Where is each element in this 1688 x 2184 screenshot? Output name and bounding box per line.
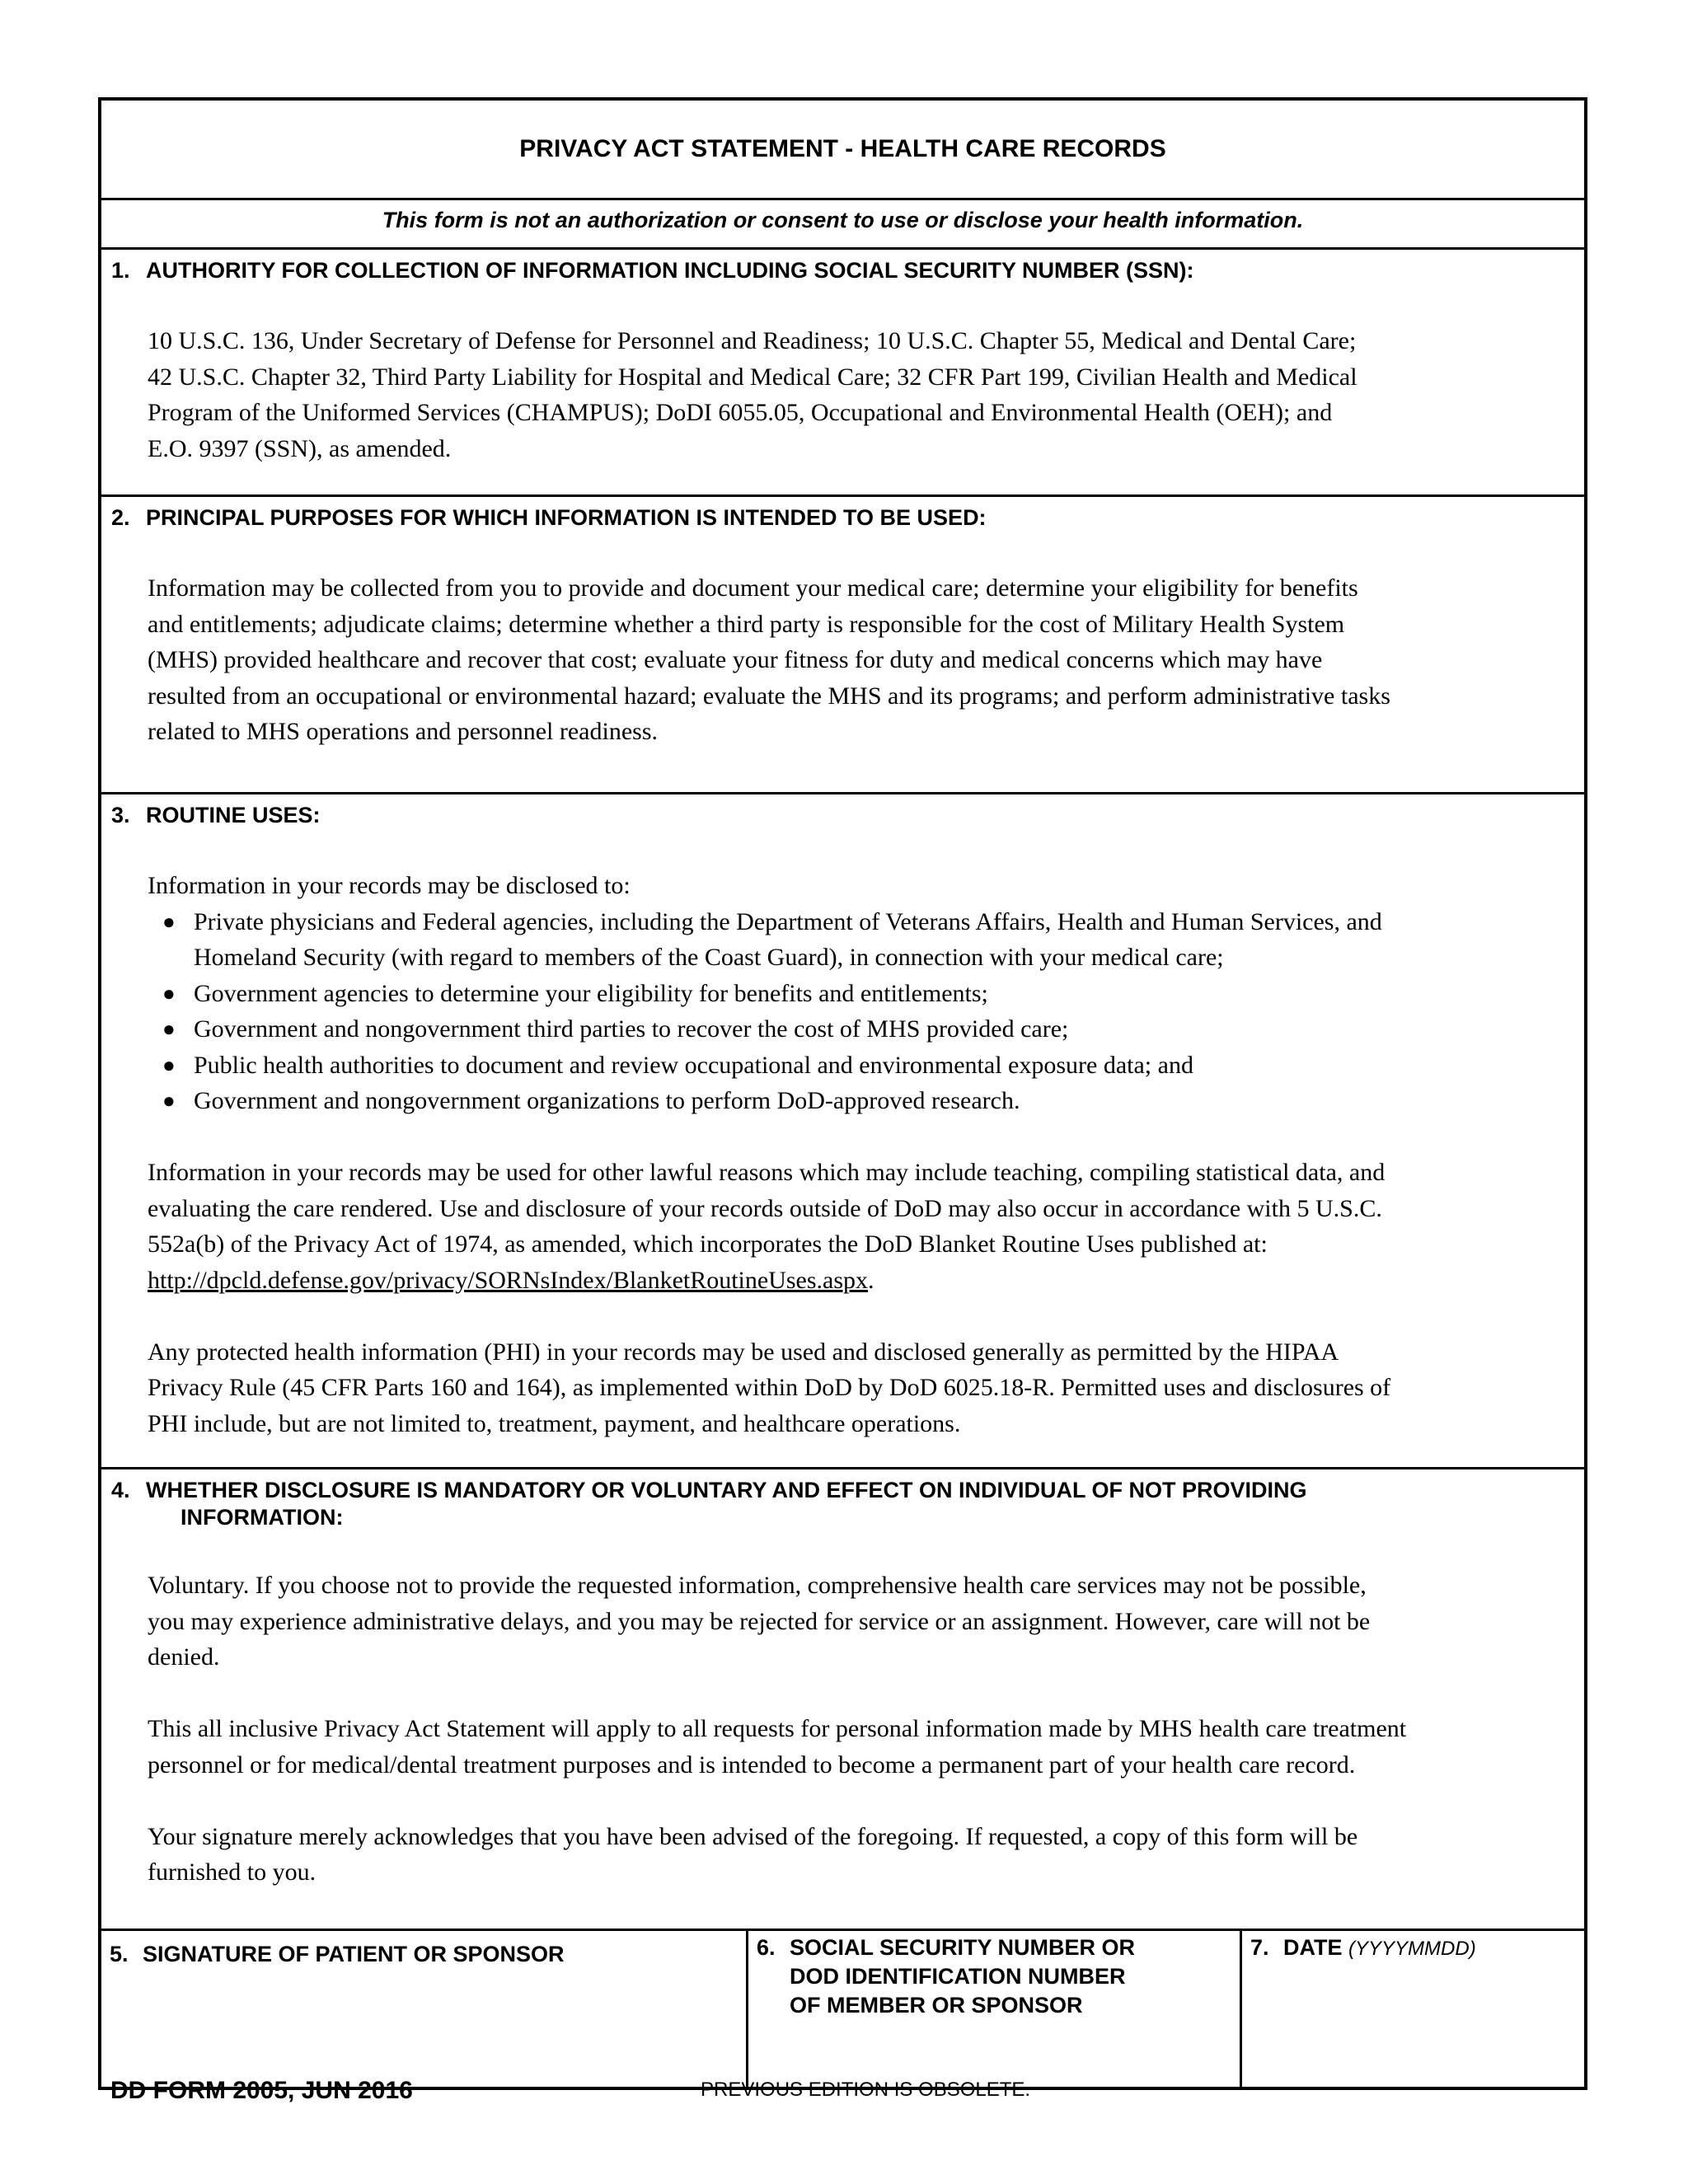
text-line: (MHS) provided healthcare and recover that cost; evaluate your fitness for duty and medical concerns which may have bbox=[148, 646, 1323, 673]
text-line: related to MHS operations and personnel readiness. bbox=[148, 718, 658, 745]
text-line: Government and nongovernment third parties to recover the cost of MHS provided care; bbox=[194, 1015, 1069, 1043]
text-line: Government agencies to determine your eligibility for benefits and entitlements; bbox=[194, 979, 988, 1007]
text-line: personnel or for medical/dental treatment purposes and is intended to become a permanent part of your health care record. bbox=[148, 1750, 1356, 1779]
routine-uses-list bbox=[148, 904, 1559, 1119]
divider bbox=[101, 494, 1584, 497]
section-title: PRINCIPAL PURPOSES FOR WHICH INFORMATION IS INTENDED TO BE USED: bbox=[146, 505, 987, 530]
text-line: PHI include, but are not limited to, treatment, payment, and healthcare operations. bbox=[148, 1409, 961, 1437]
privacy-act-form bbox=[98, 97, 1587, 2090]
text-line: evaluating the care rendered. Use and disclosure of your records outside of DoD may also occur in accordance with 5 U.S.C. bbox=[148, 1194, 1382, 1222]
section-4-heading bbox=[111, 1477, 1568, 1531]
text-line: and entitlements; adjudicate claims; determine whether a third party is responsible for the cost of Military Health System bbox=[148, 610, 1345, 638]
text-line: Any protected health information (PHI) in your records may be used and disclosed generally as permitted by the HIPAA bbox=[148, 1338, 1339, 1366]
divider bbox=[101, 792, 1584, 794]
section-intro: Information in your records may be disclosed to: bbox=[148, 872, 631, 899]
field-number: 5. bbox=[110, 1942, 129, 1966]
text-line: 552a(b) of the Privacy Act of 1974, as amended, which incorporates the DoD Blanket Routine Uses published at: bbox=[148, 1230, 1268, 1258]
text-line: Homeland Security (with regard to members of the Coast Guard), in connection with your medical care; bbox=[194, 944, 1224, 971]
section-3-heading bbox=[111, 802, 1568, 829]
bullet-icon: ● bbox=[162, 1017, 176, 1041]
list-item bbox=[162, 976, 1559, 1012]
text-line: Information in your records may be used for other lawful reasons which may include teaching, compiling statistical data, and bbox=[148, 1159, 1386, 1186]
text-line: Public health authorities to document and review occupational and environmental exposure data; and bbox=[194, 1051, 1193, 1079]
field-label: SOCIAL SECURITY NUMBER OR bbox=[790, 1935, 1136, 1960]
date-label bbox=[1250, 1933, 1476, 1963]
section-title-continued: INFORMATION: bbox=[181, 1505, 344, 1530]
section-2-heading bbox=[111, 504, 1568, 532]
text-line: This all inclusive Privacy Act Statement will apply to all requests for personal information made by MHS health care treatment bbox=[148, 1715, 1407, 1742]
text-line: E.O. 9397 (SSN), as amended. bbox=[148, 434, 452, 462]
date-field[interactable] bbox=[1242, 1929, 1584, 2087]
list-item bbox=[162, 1083, 1559, 1119]
routine-uses-link[interactable]: http://dpcld.defense.gov/privacy/SORNsIndex/BlanketRoutineUses.aspx bbox=[148, 1266, 869, 1294]
text-line: denied. bbox=[148, 1643, 220, 1671]
bullet-icon: ● bbox=[162, 1052, 176, 1077]
field-number: 7. bbox=[1250, 1935, 1269, 1960]
list-item bbox=[162, 904, 1559, 976]
text-line: furnished to you. bbox=[148, 1858, 316, 1886]
text-line: Private physicians and Federal agencies, including the Department of Veterans Affairs, Health and Human Services, and bbox=[194, 907, 1382, 935]
divider bbox=[101, 198, 1584, 200]
form-notice: This form is not an authorization or consent to use or disclose your health information. bbox=[382, 208, 1304, 232]
signature-row bbox=[101, 1929, 1584, 2087]
ssn-label bbox=[757, 1933, 1135, 2020]
field-label: DATE bbox=[1283, 1935, 1343, 1960]
text-line: resulted from an occupational or environmental hazard; evaluate the MHS and its programs; and perform administrative tasks bbox=[148, 682, 1390, 710]
field-label: SIGNATURE OF PATIENT OR SPONSOR bbox=[143, 1942, 565, 1966]
text-line: Voluntary. If you choose not to provide the requested information, comprehensive health care services may not be possible, bbox=[148, 1572, 1367, 1599]
section-number: 2. bbox=[111, 505, 130, 530]
bullet-icon: ● bbox=[162, 1089, 176, 1113]
field-number: 6. bbox=[757, 1935, 776, 1960]
text-line: 42 U.S.C. Chapter 32, Third Party Liability for Hospital and Medical Care; 32 CFR Part 199, Civilian Health and Medical bbox=[148, 363, 1357, 391]
section-title: WHETHER DISCLOSURE IS MANDATORY OR VOLUNTARY AND EFFECT ON INDIVIDUAL OF NOT PROVIDING bbox=[146, 1478, 1307, 1502]
text-line bbox=[148, 1263, 1559, 1299]
divider bbox=[101, 247, 1584, 250]
list-item bbox=[162, 1011, 1559, 1047]
bullet-icon: ● bbox=[162, 909, 176, 934]
text-line: Privacy Rule (45 CFR Parts 160 and 164), as implemented within DoD by DoD 6025.18-R. Permitted uses and disclosures of bbox=[148, 1374, 1391, 1401]
section-3-body bbox=[148, 868, 1559, 1441]
section-1-heading bbox=[111, 257, 1568, 284]
section-2-body bbox=[148, 570, 1559, 750]
field-label: OF MEMBER OR SPONSOR bbox=[790, 1993, 1083, 2018]
ssn-field[interactable] bbox=[748, 1929, 1240, 2087]
text-line: 10 U.S.C. 136, Under Secretary of Defense for Personnel and Readiness; 10 U.S.C. Chapter 55, Medical and Dental Care; bbox=[148, 327, 1357, 354]
edition-note: PREVIOUS EDITION IS OBSOLETE. bbox=[701, 2079, 1031, 2101]
section-1-body bbox=[148, 323, 1559, 466]
text-line: Program of the Uniformed Services (CHAMPUS); DoDI 6055.05, Occupational and Environmental Health (OEH); and bbox=[148, 399, 1333, 426]
form-identifier: DD FORM 2005, JUN 2016 bbox=[110, 2077, 413, 2104]
divider bbox=[101, 1467, 1584, 1469]
field-label: DOD IDENTIFICATION NUMBER bbox=[790, 1964, 1126, 1989]
link-suffix: . bbox=[868, 1266, 874, 1294]
section-number: 1. bbox=[111, 258, 130, 283]
signature-field[interactable] bbox=[101, 1929, 746, 2087]
list-item bbox=[162, 1047, 1559, 1084]
text-line: Government and nongovernment organizations to perform DoD-approved research. bbox=[194, 1087, 1020, 1114]
section-number: 4. bbox=[111, 1478, 130, 1502]
signature-label bbox=[110, 1940, 565, 1969]
section-title: ROUTINE USES: bbox=[146, 803, 321, 827]
section-number: 3. bbox=[111, 803, 130, 827]
section-title: AUTHORITY FOR COLLECTION OF INFORMATION INCLUDING SOCIAL SECURITY NUMBER (SSN): bbox=[146, 258, 1194, 283]
text-line: Information may be collected from you to provide and document your medical care; determine your eligibility for benefits bbox=[148, 574, 1358, 602]
form-title: PRIVACY ACT STATEMENT - HEALTH CARE RECORDS bbox=[519, 135, 1166, 162]
date-format-hint: (YYYYMMDD) bbox=[1348, 1938, 1476, 1960]
section-4-body bbox=[148, 1568, 1559, 1891]
text-line: Your signature merely acknowledges that you have been advised of the foregoing. If requested, a copy of this form will be bbox=[148, 1822, 1358, 1850]
bullet-icon: ● bbox=[162, 981, 176, 1005]
text-line: you may experience administrative delays, and you may be rejected for service or an assignment. However, care will not be bbox=[148, 1607, 1371, 1635]
